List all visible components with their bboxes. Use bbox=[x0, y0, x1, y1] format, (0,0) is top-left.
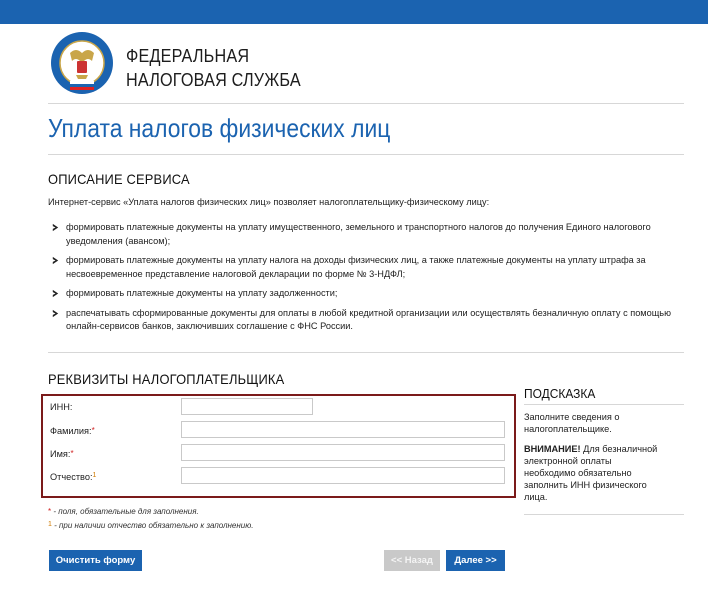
conditional-note: 1 - при наличии отчество обязательно к заполнению. bbox=[48, 521, 254, 530]
name-label: Имя:* bbox=[50, 449, 74, 459]
chevron-right-icon bbox=[51, 309, 60, 318]
list-item-text: формировать платежные документы на уплату задолженности; bbox=[66, 288, 338, 298]
conditional-marker: 1 bbox=[92, 472, 97, 479]
hint-divider bbox=[524, 514, 684, 515]
list-item bbox=[48, 307, 688, 334]
hint-warning-label: ВНИМАНИЕ! bbox=[524, 444, 581, 454]
fns-emblem-icon bbox=[50, 31, 114, 95]
form-heading: РЕКВИЗИТЫ НАЛОГОПЛАТЕЛЬЩИКА bbox=[48, 371, 285, 387]
hint-text: Заполните сведения о налогоплательщике. bbox=[524, 412, 620, 434]
clear-form-button[interactable]: Очистить форму bbox=[49, 550, 142, 571]
description-list bbox=[48, 221, 688, 340]
list-item-text: распечатывать сформированные документы для оплаты в любой кредитной организации или осуществлять безналичную оплату с помощью онлайн-сервисов банков, заключивших соглашение с ФНС России. bbox=[66, 307, 671, 331]
list-item-text: формировать платежные документы на уплату налога на доходы физических лиц, а также платежные документы на уплату штрафа за несвоевременное представление налоговой декларации по форме № 3-НДФЛ; bbox=[66, 255, 646, 279]
list-item bbox=[48, 254, 688, 281]
top-bar bbox=[0, 0, 708, 24]
inn-input[interactable] bbox=[181, 398, 313, 415]
required-marker: * bbox=[91, 426, 95, 435]
required-note: * - поля, обязательные для заполнения. bbox=[48, 507, 199, 516]
hint-heading: ПОДСКАЗКА bbox=[524, 386, 596, 401]
divider bbox=[48, 352, 684, 353]
surname-label: Фамилия:* bbox=[50, 426, 95, 436]
description-heading: ОПИСАНИЕ СЕРВИСА bbox=[48, 171, 190, 187]
list-item bbox=[48, 221, 688, 248]
next-button[interactable]: Далее >> bbox=[446, 550, 505, 571]
page-title: Уплата налогов физических лиц bbox=[48, 113, 391, 143]
divider bbox=[48, 154, 684, 155]
org-name-line1: ФЕДЕРАЛЬНАЯ bbox=[126, 46, 250, 66]
divider bbox=[48, 103, 684, 104]
patronymic-input[interactable] bbox=[181, 467, 505, 484]
hint-warning: ВНИМАНИЕ! Для безналичной электронной оплаты необходимо обязательно заполнить ИНН физического лица. bbox=[524, 444, 658, 502]
surname-input[interactable] bbox=[181, 421, 505, 438]
chevron-right-icon bbox=[51, 223, 60, 232]
org-name-line2: НАЛОГОВАЯ СЛУЖБА bbox=[126, 70, 301, 90]
back-button[interactable]: << Назад bbox=[384, 550, 440, 571]
chevron-right-icon bbox=[51, 289, 60, 298]
name-input[interactable] bbox=[181, 444, 505, 461]
hint-divider bbox=[524, 404, 684, 405]
chevron-right-icon bbox=[51, 256, 60, 265]
list-item-text: формировать платежные документы на уплату имущественного, земельного и транспортного налогов до получения Единого налогового уведомления (авансом); bbox=[66, 222, 651, 246]
description-intro: Интернет-сервис «Уплата налогов физических лиц» позволяет налогоплательщику-физическому лицу: bbox=[48, 197, 490, 207]
org-name bbox=[126, 44, 301, 92]
patronymic-label: Отчество:$^1$ bbox=[50, 472, 97, 482]
inn-label: ИНН: bbox=[50, 402, 73, 412]
required-marker: * bbox=[70, 449, 74, 458]
list-item bbox=[48, 287, 688, 301]
